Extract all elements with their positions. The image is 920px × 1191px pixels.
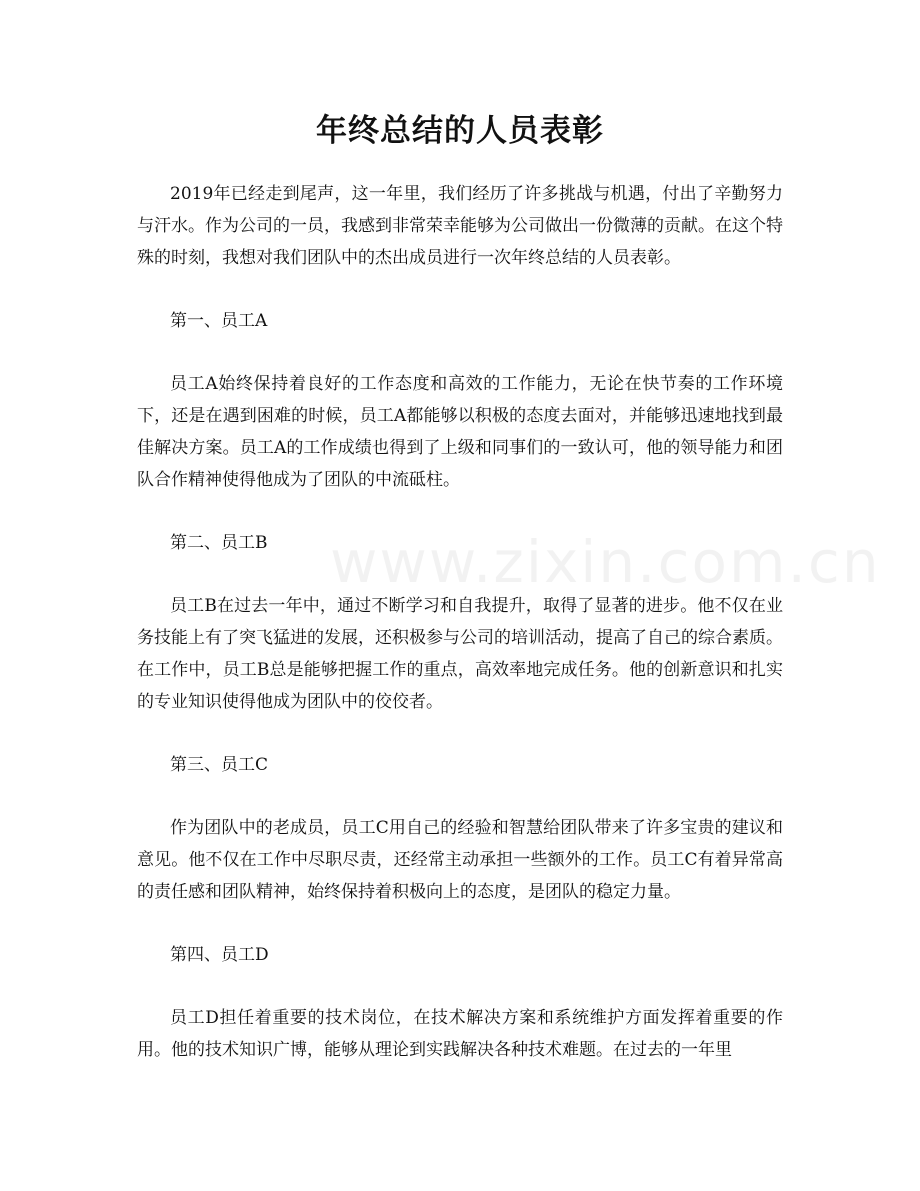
section-heading-employee-d: 第四、员工D <box>170 945 269 965</box>
paragraph-employee-c: 作为团队中的老成员，员工C用自己的经验和智慧给团队带来了许多宝贵的建议和意见。他不仅在工作中尽职尽责，还经常主动承担一些额外的工作。员工C有着异常高的责任感和团队精神，始终保持着积极向上的态度，是团队的稳定力量。 <box>137 818 783 902</box>
intro-paragraph: 2019年已经走到尾声，这一年里，我们经历了许多挑战与机遇，付出了辛勤努力与汗水。作为公司的一员，我感到非常荣幸能够为公司做出一份微薄的贡献。在这个特殊的时刻，我想对我们团队中的杰出成员进行一次年终总结的人员表彰。 <box>137 184 783 268</box>
paragraph-employee-d: 员工D担任着重要的技术岗位，在技术解决方案和系统维护方面发挥着重要的作用。他的技术知识广博，能够从理论到实践解决各种技术难题。在过去的一年里 <box>137 1008 783 1060</box>
section-heading-employee-b: 第二、员工B <box>170 533 268 553</box>
document-title: 年终总结的人员表彰 <box>316 113 604 149</box>
paragraph-employee-b: 员工B在过去一年中，通过不断学习和自我提升，取得了显著的进步。他不仅在业务技能上有了突飞猛进的发展，还积极参与公司的培训活动，提高了自己的综合素质。在工作中，员工B总是能够把握工作的重点，高效率地完成任务。他的创新意识和扎实的专业知识使得他成为团队中的佼佼者。 <box>137 596 783 712</box>
section-heading-employee-a: 第一、员工A <box>170 311 268 331</box>
document-body <box>137 178 783 1097</box>
section-heading-employee-c: 第三、员工C <box>170 755 269 775</box>
watermark: www.zixin.com.cn <box>330 528 881 596</box>
paragraph-employee-a: 员工A始终保持着良好的工作态度和高效的工作能力，无论在快节奏的工作环境下，还是在遇到困难的时候，员工A都能够以积极的态度去面对，并能够迅速地找到最佳解决方案。员工A的工作成绩也得到了上级和同事们的一致认可，他的领导能力和团队合作精神使得他成为了团队的中流砥柱。 <box>137 374 783 490</box>
